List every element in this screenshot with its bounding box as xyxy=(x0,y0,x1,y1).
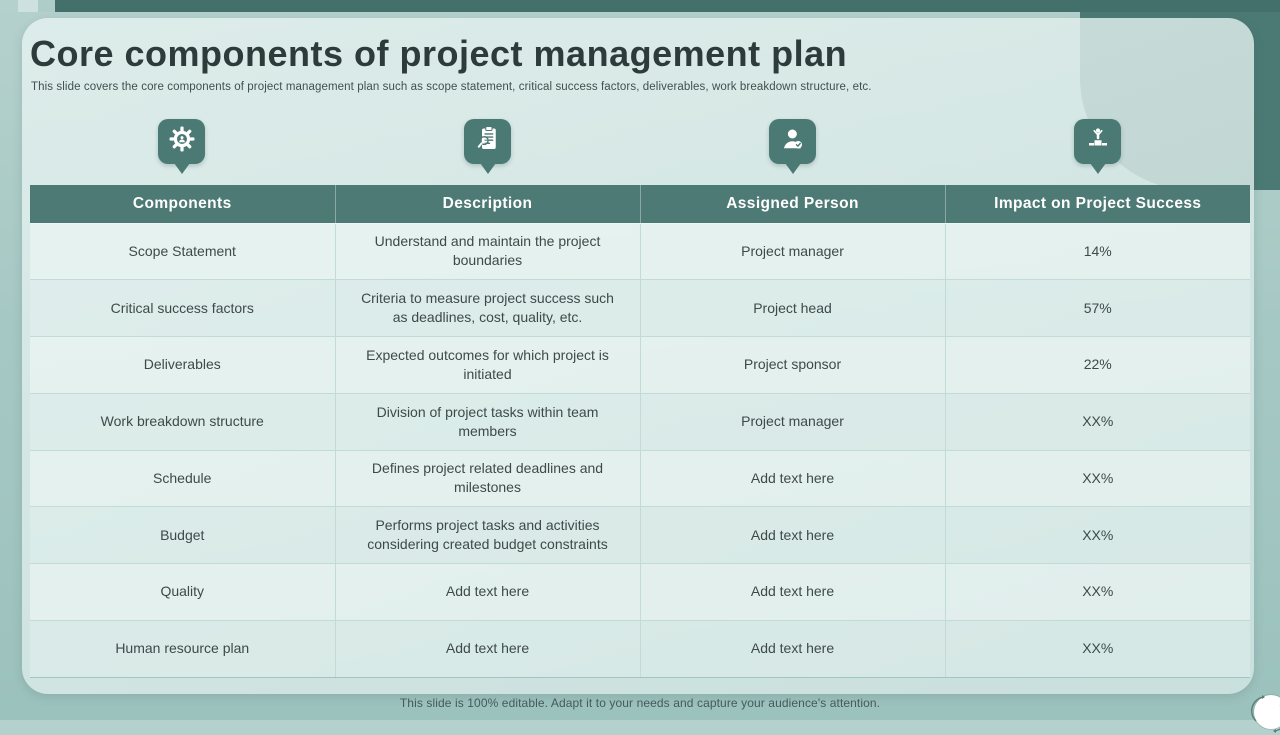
column-header-description: Description xyxy=(335,185,640,223)
table-row xyxy=(30,393,1250,450)
top-left-decor-square xyxy=(38,0,55,12)
table-cell: XX% xyxy=(945,393,1250,450)
winner-podium-icon xyxy=(1083,124,1113,159)
clipboard-search-icon xyxy=(473,124,503,159)
table-cell: 22% xyxy=(945,337,1250,394)
table-cell: Project manager xyxy=(640,393,945,450)
person-check-icon xyxy=(778,124,808,159)
table-cell: Work breakdown structure xyxy=(30,393,335,450)
table-cell: Expected outcomes for which project is initiated xyxy=(335,337,640,394)
rotate-watermark-icon xyxy=(1254,695,1280,729)
table-cell: Schedule xyxy=(30,450,335,507)
table-cell: Project head xyxy=(640,280,945,337)
table-cell: XX% xyxy=(945,450,1250,507)
table-cell: XX% xyxy=(945,564,1250,621)
assigned-person-icon-bubble xyxy=(769,119,816,164)
table-cell: Criteria to measure project success such as deadlines, cost, quality, etc. xyxy=(335,280,640,337)
impact-icon-bubble xyxy=(1074,119,1121,164)
top-accent-bar xyxy=(55,0,1280,12)
table-header-row xyxy=(30,185,1250,223)
page-subtitle: This slide covers the core components of project management plan such as scope statement, critical success factors, deliverables, work breakdown structure, etc. xyxy=(31,81,872,93)
table-cell: Division of project tasks within team members xyxy=(335,393,640,450)
page-title: Core components of project management plan xyxy=(30,33,848,74)
table-cell: Critical success factors xyxy=(30,280,335,337)
table-cell: Add text here xyxy=(335,620,640,677)
table-cell: 57% xyxy=(945,280,1250,337)
column-header-impact: Impact on Project Success xyxy=(945,185,1250,223)
column-header-components: Components xyxy=(30,185,335,223)
table-cell: XX% xyxy=(945,620,1250,677)
table-row xyxy=(30,280,1250,337)
table-row xyxy=(30,337,1250,394)
table-cell: Defines project related deadlines and milestones xyxy=(335,450,640,507)
project-plan-table xyxy=(30,185,1250,678)
table-cell: Scope Statement xyxy=(30,223,335,280)
table-cell: Project sponsor xyxy=(640,337,945,394)
table-cell: Budget xyxy=(30,507,335,564)
table-cell: Understand and maintain the project boundaries xyxy=(335,223,640,280)
table-row xyxy=(30,620,1250,677)
table-body xyxy=(30,223,1250,677)
table-cell: Add text here xyxy=(640,564,945,621)
description-icon-bubble xyxy=(464,119,511,164)
table-row xyxy=(30,223,1250,280)
table-cell: Deliverables xyxy=(30,337,335,394)
table-cell: Add text here xyxy=(640,507,945,564)
column-header-assigned-person: Assigned Person xyxy=(640,185,945,223)
table-cell: Performs project tasks and activities considering created budget constraints xyxy=(335,507,640,564)
table-cell: Human resource plan xyxy=(30,620,335,677)
top-left-decor-square xyxy=(18,0,38,12)
table-cell: Add text here xyxy=(640,620,945,677)
table-cell: Add text here xyxy=(335,564,640,621)
table-row xyxy=(30,507,1250,564)
table-cell: 14% xyxy=(945,223,1250,280)
table-row xyxy=(30,564,1250,621)
table-cell: XX% xyxy=(945,507,1250,564)
components-icon-bubble xyxy=(158,119,205,164)
table-row xyxy=(30,450,1250,507)
table-cell: Add text here xyxy=(640,450,945,507)
gear-icon xyxy=(167,124,197,159)
editable-note: This slide is 100% editable. Adapt it to your needs and capture your audience's attention. xyxy=(399,696,881,710)
table-cell: Quality xyxy=(30,564,335,621)
table-cell: Project manager xyxy=(640,223,945,280)
